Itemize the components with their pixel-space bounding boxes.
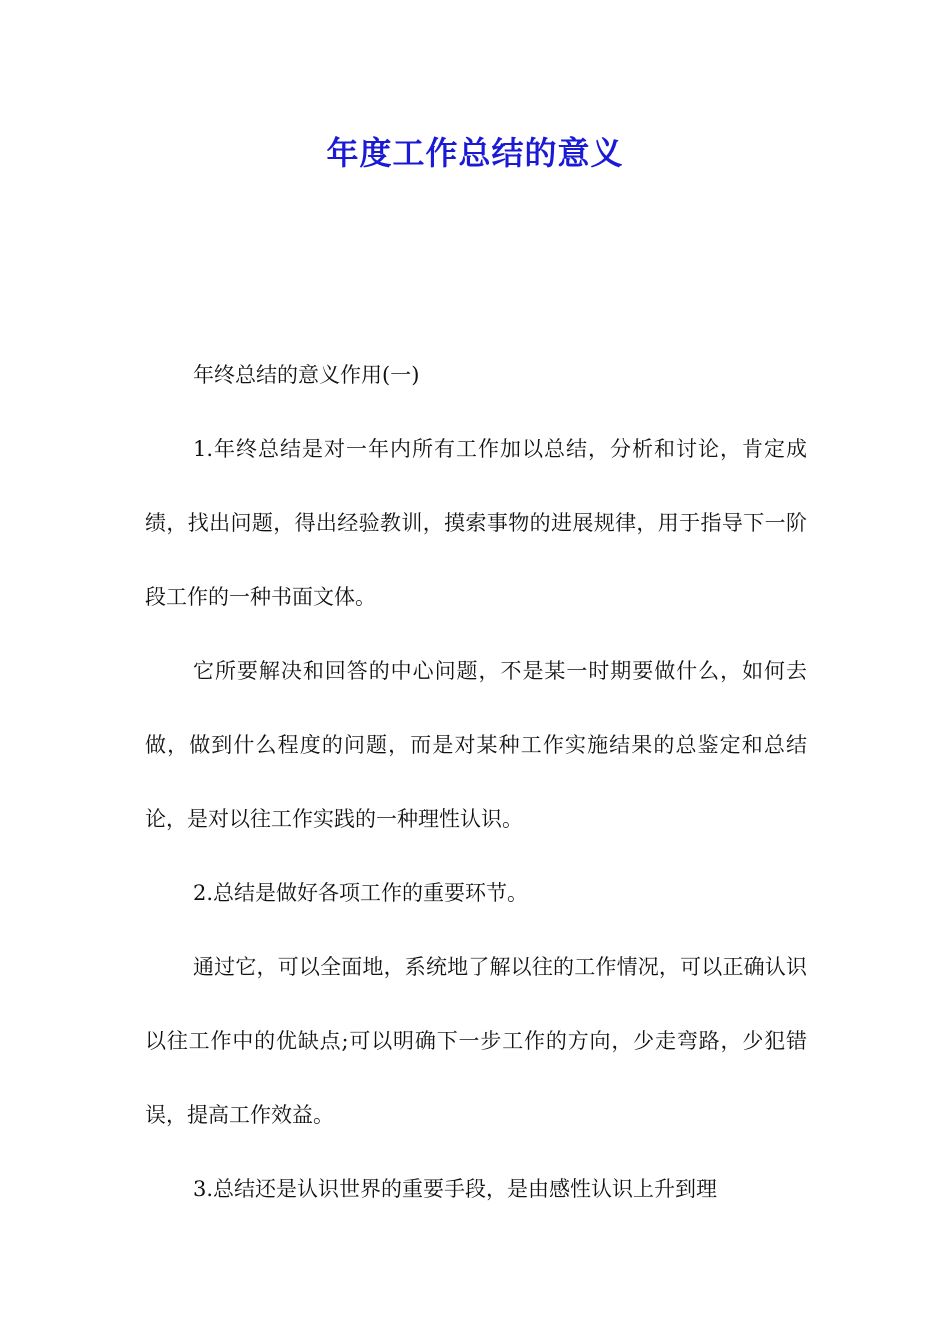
paragraph: 通过它，可以全面地，系统地了解以往的工作情况，可以正确认识以往工作中的优缺点;可以明确下一步工作的方向，少走弯路，少犯错误，提高工作效益。 <box>145 955 807 1127</box>
paragraph: 它所要解决和回答的中心问题，不是某一时期要做什么，如何去做，做到什么程度的问题，而是对某种工作实施结果的总鉴定和总结论，是对以往工作实践的一种理性认识。 <box>145 659 807 831</box>
document-body <box>145 338 807 1226</box>
paragraph-heading: 年终总结的意义作用(一) <box>193 363 420 387</box>
paragraph: 3.总结还是认识世界的重要手段，是由感性认识上升到理 <box>193 1177 718 1201</box>
paragraph: 2.总结是做好各项工作的重要环节。 <box>193 881 529 905</box>
document-title: 年度工作总结的意义 <box>326 134 624 172</box>
paragraph: 1.年终总结是对一年内所有工作加以总结，分析和讨论，肯定成绩，找出问题，得出经验教训，摸索事物的进展规律，用于指导下一阶段工作的一种书面文体。 <box>145 437 807 609</box>
